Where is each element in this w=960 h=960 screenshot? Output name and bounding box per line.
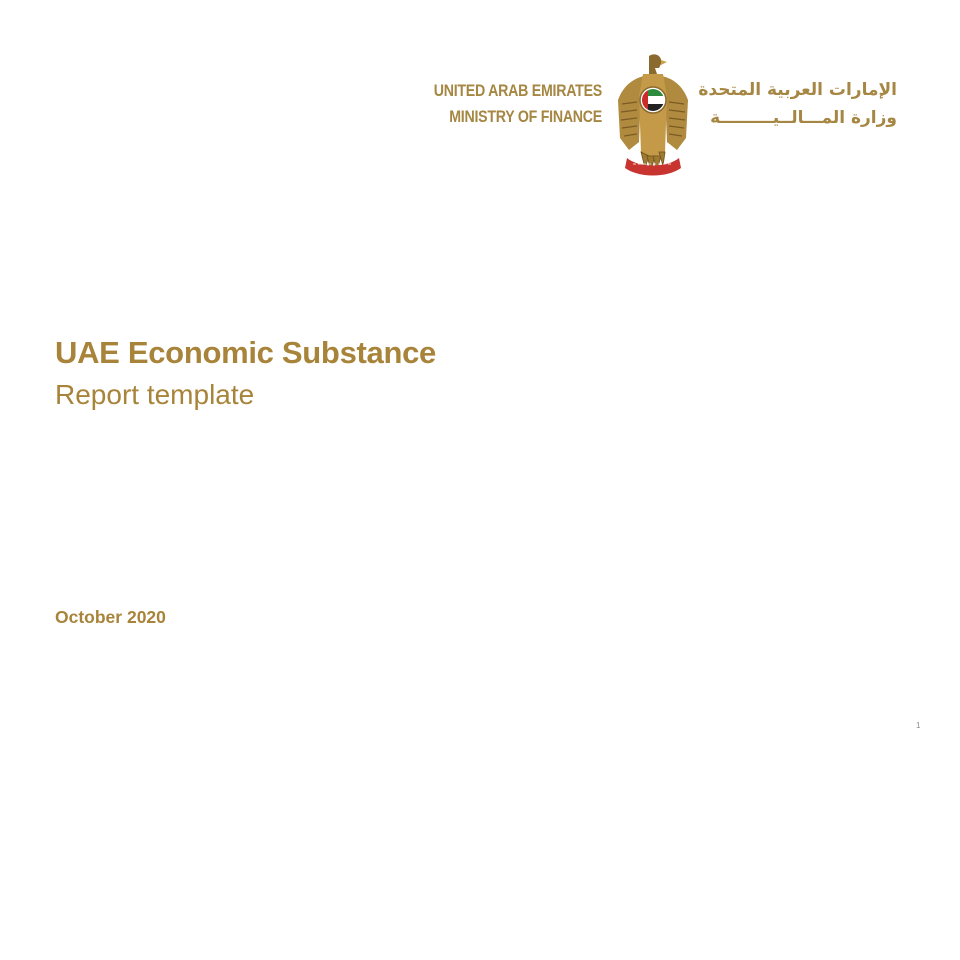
page-number: 1 <box>916 721 921 730</box>
ministry-name-english-line: MINISTRY OF FINANCE <box>449 108 602 126</box>
document-date: October 2020 <box>55 607 166 627</box>
ministry-name-arabic-line: وزارة المـــالــيـــــــــة <box>710 108 897 128</box>
ministry-logo <box>405 52 905 182</box>
country-name-english: UNITED ARAB EMIRATES <box>433 82 602 100</box>
document-subtitle: Report template <box>55 379 255 410</box>
country-name-arabic: الإمارات العربية المتحدة <box>698 80 897 100</box>
ministry-name-english <box>433 78 602 130</box>
ministry-name-arabic <box>697 76 897 132</box>
document-title: UAE Economic Substance <box>55 335 436 370</box>
title-block <box>55 334 436 414</box>
uae-falcon-emblem-icon <box>615 52 691 180</box>
